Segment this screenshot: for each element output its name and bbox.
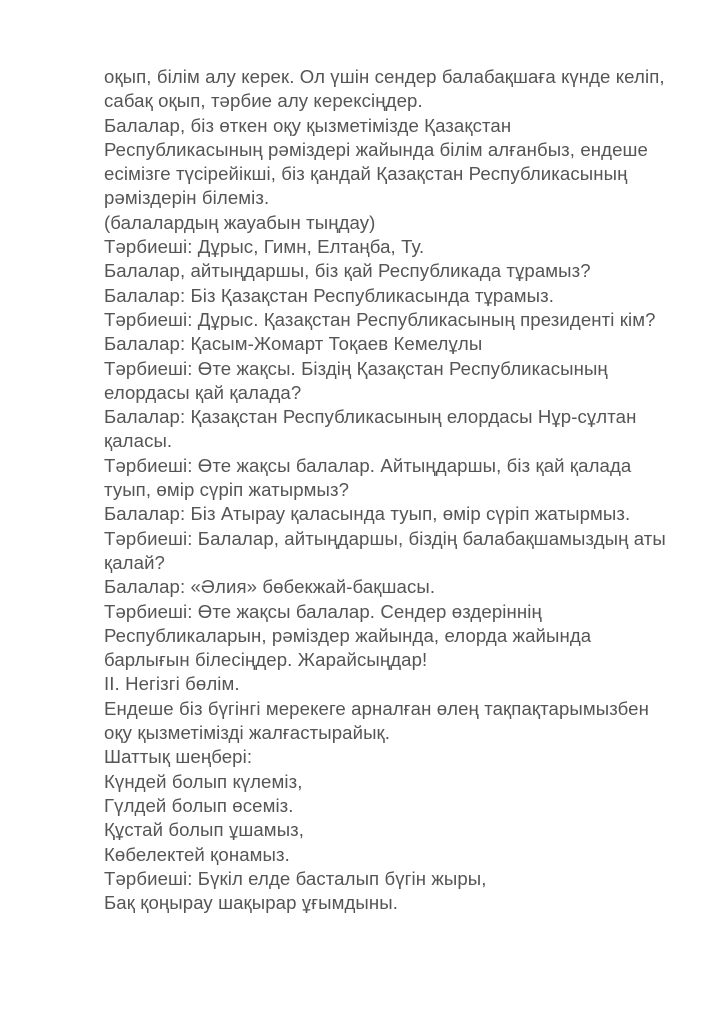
text-line: Тәрбиеші: Өте жақсы. Біздің Қазақстан Республикасының [104, 357, 608, 379]
section-heading: ІІ. Негізгі бөлім. [104, 673, 240, 695]
text-line: Балалар: Қасым-Жомарт Тоқаев Кемелұлы [104, 333, 483, 355]
text-line: рәміздерін білеміз. [104, 187, 270, 209]
text-line: Республикаларын, рәміздер жайында, елорда жайында [104, 624, 592, 646]
text-line: елордасы қай қалада? [104, 381, 302, 403]
text-line: Балалар, біз өткен оқу қызметімізде Қазақстан [104, 114, 512, 136]
text-line: барлығын білесіңдер. Жарайсыңдар! [104, 649, 428, 671]
text-line: оқу қызметімізді жалғастырайық. [104, 722, 391, 744]
body-text [104, 65, 694, 915]
text-line: Балалар, айтыңдаршы, біз қай Республикада тұрамыз? [104, 260, 591, 282]
text-line: туып, өмір сүріп жатырмыз? [104, 479, 350, 501]
text-line: Республикасының рәміздері жайында білім алғанбыз, ендеше [104, 138, 648, 160]
text-line: Балалар: Қазақстан Республикасының елордасы Нұр-сұлтан [104, 406, 637, 428]
text-line: қалай? [104, 551, 165, 573]
text-line: Тәрбиеші: Дұрыс. Қазақстан Республикасының президенті кім? [104, 308, 656, 330]
text-line: Шаттық шеңбері: [104, 746, 253, 768]
text-line: Ендеше біз бүгінгі мерекеге арналған өлең тақпақтарымызбен [104, 697, 649, 719]
text-line: сабақ оқып, тәрбие алу керексіңдер. [104, 90, 423, 112]
poem-line: Көбелектей қонамыз. [104, 843, 290, 865]
text-line: Бақ қоңырау шақырар ұғымдыны. [104, 892, 398, 914]
text-line: Тәрбиеші: Өте жақсы балалар. Айтыңдаршы, біз қай қалада [104, 454, 632, 476]
poem-line: Гүлдей болып өсеміз. [104, 794, 294, 816]
text-line: Тәрбиеші: Өте жақсы балалар. Сендер өздеріннің [104, 600, 542, 622]
text-line: Балалар: «Әлия» бөбекжай-бақшасы. [104, 576, 436, 598]
text-line: Тәрбиеші: Балалар, айтыңдаршы, біздің балабақшамыздың аты [104, 527, 666, 549]
text-line: Балалар: Біз Қазақстан Республикасында тұрамыз. [104, 284, 555, 306]
poem-line: Күндей болып күлеміз, [104, 770, 303, 792]
text-line: (балалардың жауабын тыңдау) [104, 211, 376, 233]
text-line: Тәрбиеші: Дұрыс, Гимн, Елтаңба, Ту. [104, 236, 425, 258]
text-line: оқып, білім алу керек. Ол үшін сендер балабақшаға күнде келіп, [104, 66, 665, 87]
text-line: есімізге түсірейікші, біз қандай Қазақстан Республикасының [104, 163, 628, 185]
poem-line: Құстай болып ұшамыз, [104, 819, 305, 841]
text-line: Балалар: Біз Атырау қаласында туып, өмір сүріп жатырмыз. [104, 503, 631, 525]
text-line: Тәрбиеші: Бүкіл елде басталып бүгін жыры, [104, 867, 487, 889]
text-line: қаласы. [104, 430, 173, 452]
